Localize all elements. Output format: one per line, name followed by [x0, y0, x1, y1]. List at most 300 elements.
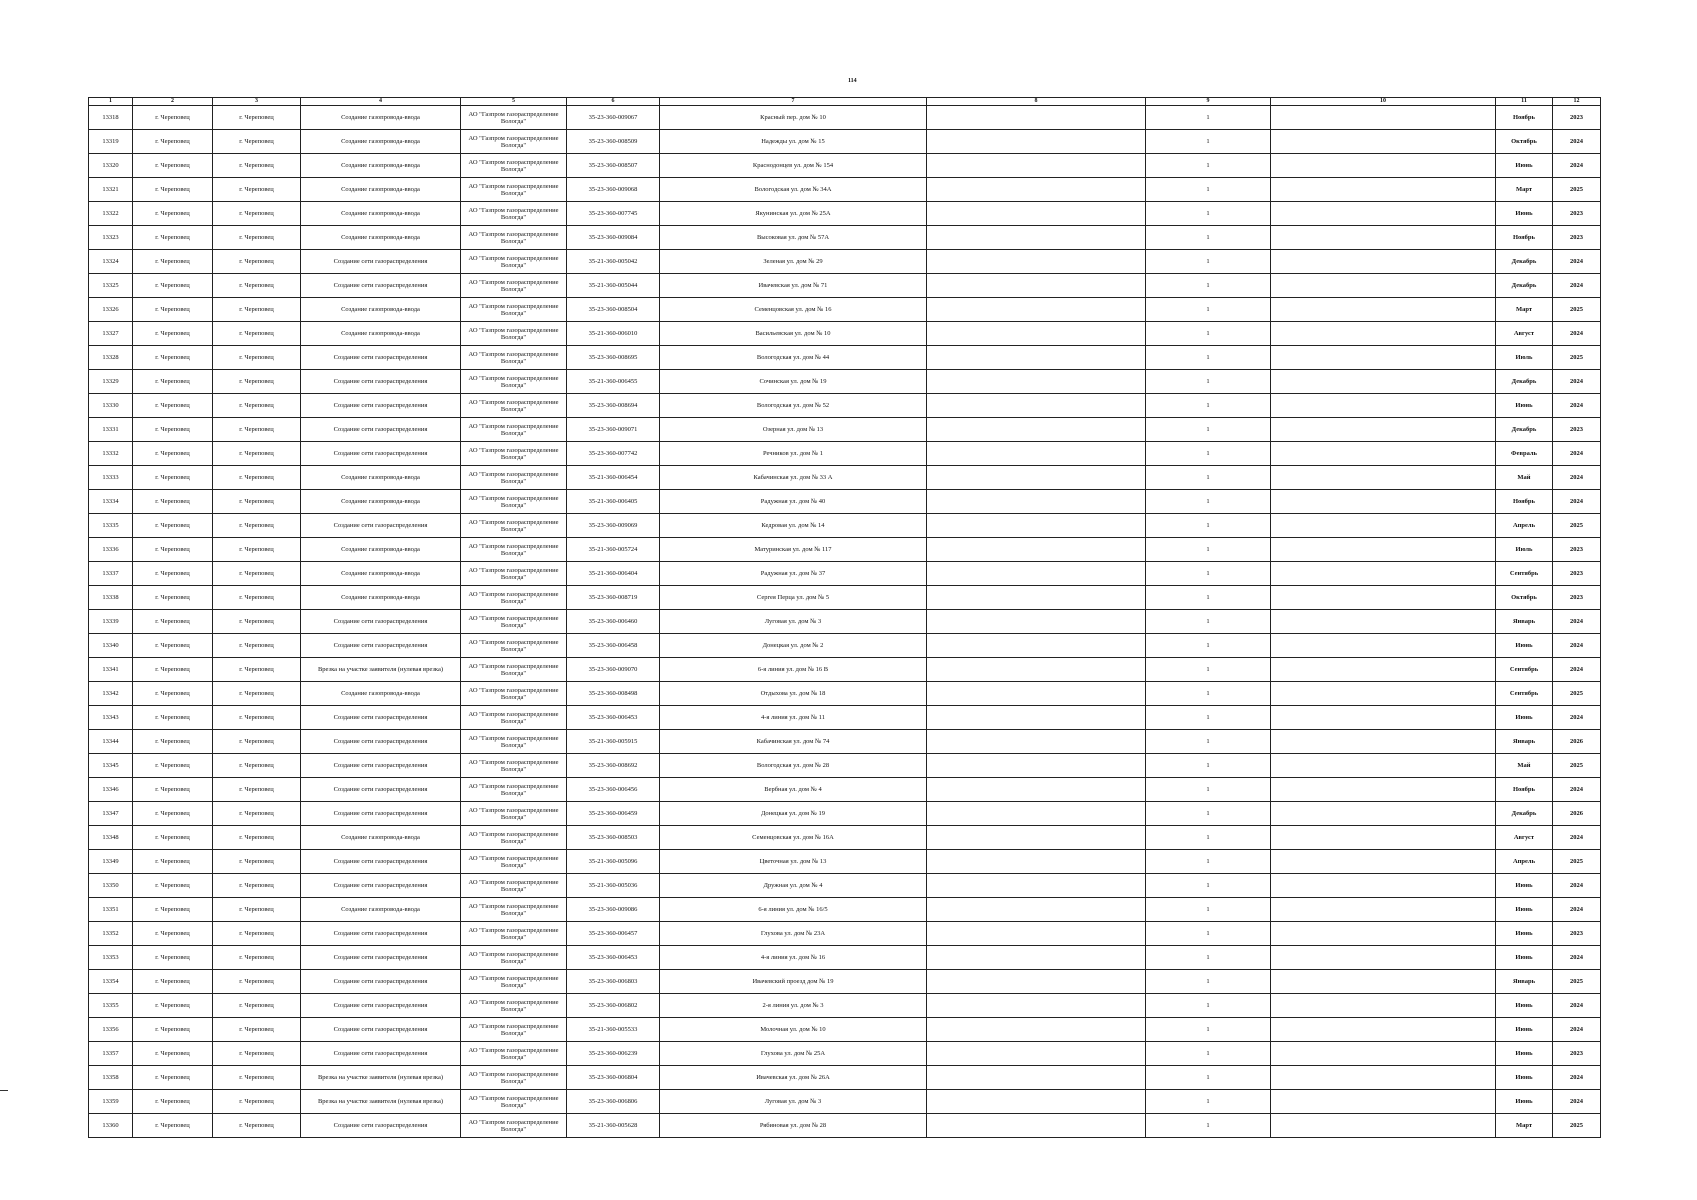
locality-cell: г. Череповец: [133, 754, 213, 778]
work-type-cell: Создание сети газораспределения: [301, 730, 461, 754]
quantity-cell: 1: [1146, 562, 1271, 586]
row-id: 13354: [89, 970, 133, 994]
row-id: 13320: [89, 154, 133, 178]
column-8-cell: [927, 394, 1146, 418]
settlement-cell: г. Череповец: [213, 802, 301, 826]
month-cell: Июнь: [1496, 706, 1553, 730]
quantity-cell: 1: [1146, 946, 1271, 970]
address-cell: 6-я линия ул. дом № 16/5: [660, 898, 927, 922]
year-cell: 2024: [1553, 250, 1601, 274]
organization-cell: АО "Газпром газораспределение Вологда": [461, 706, 567, 730]
cadastral-number-cell: 35-21-360-005628: [567, 1114, 660, 1138]
table-row: [89, 946, 1601, 970]
locality-cell: г. Череповец: [133, 130, 213, 154]
quantity-cell: 1: [1146, 610, 1271, 634]
month-cell: Июль: [1496, 538, 1553, 562]
work-type-cell: Создание газопровода-ввода: [301, 178, 461, 202]
quantity-cell: 1: [1146, 250, 1271, 274]
month-cell: Декабрь: [1496, 370, 1553, 394]
table-row: [89, 538, 1601, 562]
table-row: [89, 154, 1601, 178]
locality-cell: г. Череповец: [133, 178, 213, 202]
quantity-cell: 1: [1146, 1090, 1271, 1114]
table-row: [89, 130, 1601, 154]
year-cell: 2025: [1553, 970, 1601, 994]
cadastral-number-cell: 35-23-360-008498: [567, 682, 660, 706]
year-cell: 2024: [1553, 394, 1601, 418]
row-id: 13343: [89, 706, 133, 730]
year-cell: 2023: [1553, 418, 1601, 442]
locality-cell: г. Череповец: [133, 1114, 213, 1138]
quantity-cell: 1: [1146, 586, 1271, 610]
month-cell: Март: [1496, 298, 1553, 322]
cadastral-number-cell: 35-21-360-005096: [567, 850, 660, 874]
settlement-cell: г. Череповец: [213, 538, 301, 562]
organization-cell: АО "Газпром газораспределение Вологда": [461, 730, 567, 754]
settlement-cell: г. Череповец: [213, 562, 301, 586]
row-id: 13329: [89, 370, 133, 394]
organization-cell: АО "Газпром газораспределение Вологда": [461, 490, 567, 514]
cadastral-number-cell: 35-21-360-005042: [567, 250, 660, 274]
work-type-cell: Создание сети газораспределения: [301, 370, 461, 394]
year-cell: 2024: [1553, 994, 1601, 1018]
address-cell: Зеленая ул. дом № 29: [660, 250, 927, 274]
settlement-cell: г. Череповец: [213, 106, 301, 130]
settlement-cell: г. Череповец: [213, 154, 301, 178]
column-8-cell: [927, 778, 1146, 802]
quantity-cell: 1: [1146, 970, 1271, 994]
column-header-10: 10: [1271, 98, 1496, 106]
column-10-cell: [1271, 754, 1496, 778]
quantity-cell: 1: [1146, 706, 1271, 730]
organization-cell: АО "Газпром газораспределение Вологда": [461, 922, 567, 946]
address-cell: Отдыхова ул. дом № 18: [660, 682, 927, 706]
row-id: 13335: [89, 514, 133, 538]
column-10-cell: [1271, 826, 1496, 850]
year-cell: 2024: [1553, 490, 1601, 514]
organization-cell: АО "Газпром газораспределение Вологда": [461, 898, 567, 922]
quantity-cell: 1: [1146, 754, 1271, 778]
year-cell: 2023: [1553, 226, 1601, 250]
address-cell: Рябиновая ул. дом № 28: [660, 1114, 927, 1138]
column-10-cell: [1271, 298, 1496, 322]
locality-cell: г. Череповец: [133, 274, 213, 298]
settlement-cell: г. Череповец: [213, 850, 301, 874]
address-cell: Глухова ул. дом № 25А: [660, 1042, 927, 1066]
quantity-cell: 1: [1146, 514, 1271, 538]
row-id: 13328: [89, 346, 133, 370]
settlement-cell: г. Череповец: [213, 490, 301, 514]
quantity-cell: 1: [1146, 490, 1271, 514]
table-row: [89, 610, 1601, 634]
cadastral-number-cell: 35-23-360-006453: [567, 946, 660, 970]
table-row: [89, 250, 1601, 274]
column-8-cell: [927, 1042, 1146, 1066]
row-id: 13350: [89, 874, 133, 898]
organization-cell: АО "Газпром газораспределение Вологда": [461, 1090, 567, 1114]
work-type-cell: Создание сети газораспределения: [301, 850, 461, 874]
column-8-cell: [927, 850, 1146, 874]
month-cell: Июль: [1496, 346, 1553, 370]
locality-cell: г. Череповец: [133, 778, 213, 802]
locality-cell: г. Череповец: [133, 730, 213, 754]
address-cell: 2-я линия ул. дом № 3: [660, 994, 927, 1018]
row-id: 13324: [89, 250, 133, 274]
locality-cell: г. Череповец: [133, 418, 213, 442]
work-type-cell: Создание газопровода-ввода: [301, 898, 461, 922]
month-cell: Июнь: [1496, 922, 1553, 946]
settlement-cell: г. Череповец: [213, 418, 301, 442]
column-header-1: 1: [89, 98, 133, 106]
cadastral-number-cell: 35-23-360-007745: [567, 202, 660, 226]
locality-cell: г. Череповец: [133, 922, 213, 946]
address-cell: Радужная ул. дом № 40: [660, 490, 927, 514]
month-cell: Январь: [1496, 970, 1553, 994]
organization-cell: АО "Газпром газораспределение Вологда": [461, 1042, 567, 1066]
address-cell: Речников ул. дом № 1: [660, 442, 927, 466]
table-row: [89, 322, 1601, 346]
locality-cell: г. Череповец: [133, 346, 213, 370]
column-header-11: 11: [1496, 98, 1553, 106]
table-row: [89, 106, 1601, 130]
organization-cell: АО "Газпром газораспределение Вологда": [461, 418, 567, 442]
month-cell: Ноябрь: [1496, 490, 1553, 514]
address-cell: Вологодская ул. дом № 34А: [660, 178, 927, 202]
cadastral-number-cell: 35-23-360-008507: [567, 154, 660, 178]
column-8-cell: [927, 562, 1146, 586]
month-cell: Декабрь: [1496, 418, 1553, 442]
column-header-7: 7: [660, 98, 927, 106]
address-cell: Надежды ул. дом № 15: [660, 130, 927, 154]
locality-cell: г. Череповец: [133, 466, 213, 490]
row-id: 13344: [89, 730, 133, 754]
organization-cell: АО "Газпром газораспределение Вологда": [461, 1018, 567, 1042]
address-cell: Донецкая ул. дом № 2: [660, 634, 927, 658]
organization-cell: АО "Газпром газораспределение Вологда": [461, 946, 567, 970]
column-10-cell: [1271, 322, 1496, 346]
year-cell: 2023: [1553, 586, 1601, 610]
column-10-cell: [1271, 154, 1496, 178]
organization-cell: АО "Газпром газораспределение Вологда": [461, 658, 567, 682]
work-type-cell: Врезка на участке заявителя (нулевая врезка): [301, 1090, 461, 1114]
address-cell: Васильевская ул. дом № 10: [660, 322, 927, 346]
settlement-cell: г. Череповец: [213, 370, 301, 394]
cadastral-number-cell: 35-21-360-006454: [567, 466, 660, 490]
settlement-cell: г. Череповец: [213, 346, 301, 370]
settlement-cell: г. Череповец: [213, 1018, 301, 1042]
work-type-cell: Создание сети газораспределения: [301, 946, 461, 970]
month-cell: Сентябрь: [1496, 682, 1553, 706]
cadastral-number-cell: 35-21-360-006404: [567, 562, 660, 586]
quantity-cell: 1: [1146, 802, 1271, 826]
year-cell: 2024: [1553, 826, 1601, 850]
row-id: 13359: [89, 1090, 133, 1114]
column-10-cell: [1271, 370, 1496, 394]
quantity-cell: 1: [1146, 658, 1271, 682]
year-cell: 2024: [1553, 898, 1601, 922]
settlement-cell: г. Череповец: [213, 994, 301, 1018]
settlement-cell: г. Череповец: [213, 202, 301, 226]
work-type-cell: Создание газопровода-ввода: [301, 826, 461, 850]
locality-cell: г. Череповец: [133, 154, 213, 178]
organization-cell: АО "Газпром газораспределение Вологда": [461, 442, 567, 466]
locality-cell: г. Череповец: [133, 1018, 213, 1042]
table-row: [89, 970, 1601, 994]
quantity-cell: 1: [1146, 226, 1271, 250]
settlement-cell: г. Череповец: [213, 826, 301, 850]
work-type-cell: Создание газопровода-ввода: [301, 562, 461, 586]
cadastral-number-cell: 35-23-360-006239: [567, 1042, 660, 1066]
address-cell: Матуринская ул. дом № 117: [660, 538, 927, 562]
table-row: [89, 826, 1601, 850]
address-cell: Ивачевская ул. дом № 71: [660, 274, 927, 298]
column-10-cell: [1271, 202, 1496, 226]
row-id: 13349: [89, 850, 133, 874]
column-10-cell: [1271, 586, 1496, 610]
column-10-cell: [1271, 130, 1496, 154]
settlement-cell: г. Череповец: [213, 1114, 301, 1138]
cadastral-number-cell: 35-23-360-009069: [567, 514, 660, 538]
address-cell: 4-я линия ул. дом № 16: [660, 946, 927, 970]
column-10-cell: [1271, 562, 1496, 586]
settlement-cell: г. Череповец: [213, 466, 301, 490]
month-cell: Март: [1496, 178, 1553, 202]
table-row: [89, 1066, 1601, 1090]
quantity-cell: 1: [1146, 274, 1271, 298]
month-cell: Июнь: [1496, 874, 1553, 898]
cadastral-number-cell: 35-23-360-009067: [567, 106, 660, 130]
column-10-cell: [1271, 802, 1496, 826]
cadastral-number-cell: 35-23-360-008509: [567, 130, 660, 154]
table-row: [89, 466, 1601, 490]
work-type-cell: Создание газопровода-ввода: [301, 226, 461, 250]
organization-cell: АО "Газпром газораспределение Вологда": [461, 250, 567, 274]
work-type-cell: Создание сети газораспределения: [301, 970, 461, 994]
row-id: 13357: [89, 1042, 133, 1066]
settlement-cell: г. Череповец: [213, 1066, 301, 1090]
quantity-cell: 1: [1146, 394, 1271, 418]
column-10-cell: [1271, 850, 1496, 874]
quantity-cell: 1: [1146, 850, 1271, 874]
year-cell: 2025: [1553, 850, 1601, 874]
address-cell: Краснодонцев ул. дом № 154: [660, 154, 927, 178]
row-id: 13318: [89, 106, 133, 130]
cadastral-number-cell: 35-21-360-005915: [567, 730, 660, 754]
work-type-cell: Создание сети газораспределения: [301, 1018, 461, 1042]
organization-cell: АО "Газпром газораспределение Вологда": [461, 1114, 567, 1138]
row-id: 13327: [89, 322, 133, 346]
settlement-cell: г. Череповец: [213, 970, 301, 994]
row-id: 13345: [89, 754, 133, 778]
column-header-8: 8: [927, 98, 1146, 106]
table-row: [89, 706, 1601, 730]
year-cell: 2025: [1553, 178, 1601, 202]
column-8-cell: [927, 898, 1146, 922]
column-10-cell: [1271, 634, 1496, 658]
cadastral-number-cell: 35-23-360-009070: [567, 658, 660, 682]
row-id: 13360: [89, 1114, 133, 1138]
year-cell: 2024: [1553, 874, 1601, 898]
address-cell: Цветочная ул. дом № 13: [660, 850, 927, 874]
settlement-cell: г. Череповец: [213, 250, 301, 274]
row-id: 13348: [89, 826, 133, 850]
cadastral-number-cell: 35-23-360-008719: [567, 586, 660, 610]
locality-cell: г. Череповец: [133, 970, 213, 994]
organization-cell: АО "Газпром газораспределение Вологда": [461, 634, 567, 658]
settlement-cell: г. Череповец: [213, 754, 301, 778]
column-10-cell: [1271, 274, 1496, 298]
column-8-cell: [927, 946, 1146, 970]
quantity-cell: 1: [1146, 682, 1271, 706]
settlement-cell: г. Череповец: [213, 658, 301, 682]
work-type-cell: Создание сети газораспределения: [301, 610, 461, 634]
year-cell: 2023: [1553, 538, 1601, 562]
month-cell: Июнь: [1496, 154, 1553, 178]
table-row: [89, 922, 1601, 946]
column-10-cell: [1271, 994, 1496, 1018]
table-row: [89, 658, 1601, 682]
column-10-cell: [1271, 466, 1496, 490]
settlement-cell: г. Череповец: [213, 130, 301, 154]
month-cell: Октябрь: [1496, 130, 1553, 154]
work-type-cell: Создание сети газораспределения: [301, 634, 461, 658]
organization-cell: АО "Газпром газораспределение Вологда": [461, 346, 567, 370]
month-cell: Апрель: [1496, 850, 1553, 874]
table-row: [89, 298, 1601, 322]
year-cell: 2023: [1553, 562, 1601, 586]
work-type-cell: Создание сети газораспределения: [301, 250, 461, 274]
month-cell: Июнь: [1496, 994, 1553, 1018]
table-row: [89, 274, 1601, 298]
row-id: 13353: [89, 946, 133, 970]
locality-cell: г. Череповец: [133, 946, 213, 970]
address-cell: Вологодская ул. дом № 52: [660, 394, 927, 418]
column-header-row: [89, 98, 1601, 106]
organization-cell: АО "Газпром газораспределение Вологда": [461, 370, 567, 394]
address-cell: Донецкая ул. дом № 19: [660, 802, 927, 826]
column-8-cell: [927, 346, 1146, 370]
year-cell: 2025: [1553, 682, 1601, 706]
column-10-cell: [1271, 610, 1496, 634]
column-10-cell: [1271, 250, 1496, 274]
column-8-cell: [927, 370, 1146, 394]
year-cell: 2024: [1553, 706, 1601, 730]
month-cell: Июнь: [1496, 898, 1553, 922]
column-8-cell: [927, 322, 1146, 346]
year-cell: 2024: [1553, 322, 1601, 346]
row-id: 13336: [89, 538, 133, 562]
cadastral-number-cell: 35-23-360-008695: [567, 346, 660, 370]
locality-cell: г. Череповец: [133, 586, 213, 610]
column-8-cell: [927, 754, 1146, 778]
quantity-cell: 1: [1146, 346, 1271, 370]
locality-cell: г. Череповец: [133, 826, 213, 850]
month-cell: Июнь: [1496, 1090, 1553, 1114]
column-10-cell: [1271, 874, 1496, 898]
settlement-cell: г. Череповец: [213, 322, 301, 346]
organization-cell: АО "Газпром газораспределение Вологда": [461, 586, 567, 610]
quantity-cell: 1: [1146, 178, 1271, 202]
settlement-cell: г. Череповец: [213, 730, 301, 754]
column-8-cell: [927, 634, 1146, 658]
work-type-cell: Создание сети газораспределения: [301, 1042, 461, 1066]
cadastral-number-cell: 35-21-360-006405: [567, 490, 660, 514]
quantity-cell: 1: [1146, 1114, 1271, 1138]
locality-cell: г. Череповец: [133, 658, 213, 682]
month-cell: Октябрь: [1496, 586, 1553, 610]
row-id: 13352: [89, 922, 133, 946]
address-cell: Радужная ул. дом № 37: [660, 562, 927, 586]
row-id: 13330: [89, 394, 133, 418]
organization-cell: АО "Газпром газораспределение Вологда": [461, 802, 567, 826]
locality-cell: г. Череповец: [133, 682, 213, 706]
locality-cell: г. Череповец: [133, 706, 213, 730]
margin-mark: [0, 1090, 8, 1091]
work-type-cell: Создание газопровода-ввода: [301, 682, 461, 706]
row-id: 13333: [89, 466, 133, 490]
year-cell: 2024: [1553, 130, 1601, 154]
settlement-cell: г. Череповец: [213, 634, 301, 658]
locality-cell: г. Череповец: [133, 1090, 213, 1114]
column-10-cell: [1271, 706, 1496, 730]
settlement-cell: г. Череповец: [213, 922, 301, 946]
work-type-cell: Создание сети газораспределения: [301, 994, 461, 1018]
locality-cell: г. Череповец: [133, 1066, 213, 1090]
gasification-table: [88, 97, 1601, 1138]
address-cell: Луговая ул. дом № 3: [660, 1090, 927, 1114]
row-id: 13351: [89, 898, 133, 922]
work-type-cell: Создание газопровода-ввода: [301, 130, 461, 154]
cadastral-number-cell: 35-23-360-006453: [567, 706, 660, 730]
work-type-cell: Создание сети газораспределения: [301, 802, 461, 826]
work-type-cell: Создание сети газораспределения: [301, 274, 461, 298]
locality-cell: г. Череповец: [133, 442, 213, 466]
organization-cell: АО "Газпром газораспределение Вологда": [461, 754, 567, 778]
column-8-cell: [927, 586, 1146, 610]
column-10-cell: [1271, 106, 1496, 130]
year-cell: 2025: [1553, 514, 1601, 538]
column-8-cell: [927, 514, 1146, 538]
column-header-2: 2: [133, 98, 213, 106]
month-cell: Сентябрь: [1496, 562, 1553, 586]
quantity-cell: 1: [1146, 922, 1271, 946]
settlement-cell: г. Череповец: [213, 874, 301, 898]
quantity-cell: 1: [1146, 442, 1271, 466]
table-row: [89, 898, 1601, 922]
month-cell: Декабрь: [1496, 802, 1553, 826]
work-type-cell: Создание сети газораспределения: [301, 1114, 461, 1138]
locality-cell: г. Череповец: [133, 850, 213, 874]
table-row: [89, 778, 1601, 802]
column-8-cell: [927, 1018, 1146, 1042]
row-id: 13332: [89, 442, 133, 466]
table-row: [89, 634, 1601, 658]
locality-cell: г. Череповец: [133, 874, 213, 898]
work-type-cell: Создание газопровода-ввода: [301, 322, 461, 346]
locality-cell: г. Череповец: [133, 538, 213, 562]
row-id: 13321: [89, 178, 133, 202]
quantity-cell: 1: [1146, 898, 1271, 922]
quantity-cell: 1: [1146, 202, 1271, 226]
cadastral-number-cell: 35-21-360-005724: [567, 538, 660, 562]
locality-cell: г. Череповец: [133, 202, 213, 226]
column-8-cell: [927, 1066, 1146, 1090]
work-type-cell: Создание сети газораспределения: [301, 418, 461, 442]
organization-cell: АО "Газпром газораспределение Вологда": [461, 610, 567, 634]
organization-cell: АО "Газпром газораспределение Вологда": [461, 322, 567, 346]
locality-cell: г. Череповец: [133, 250, 213, 274]
locality-cell: г. Череповец: [133, 634, 213, 658]
